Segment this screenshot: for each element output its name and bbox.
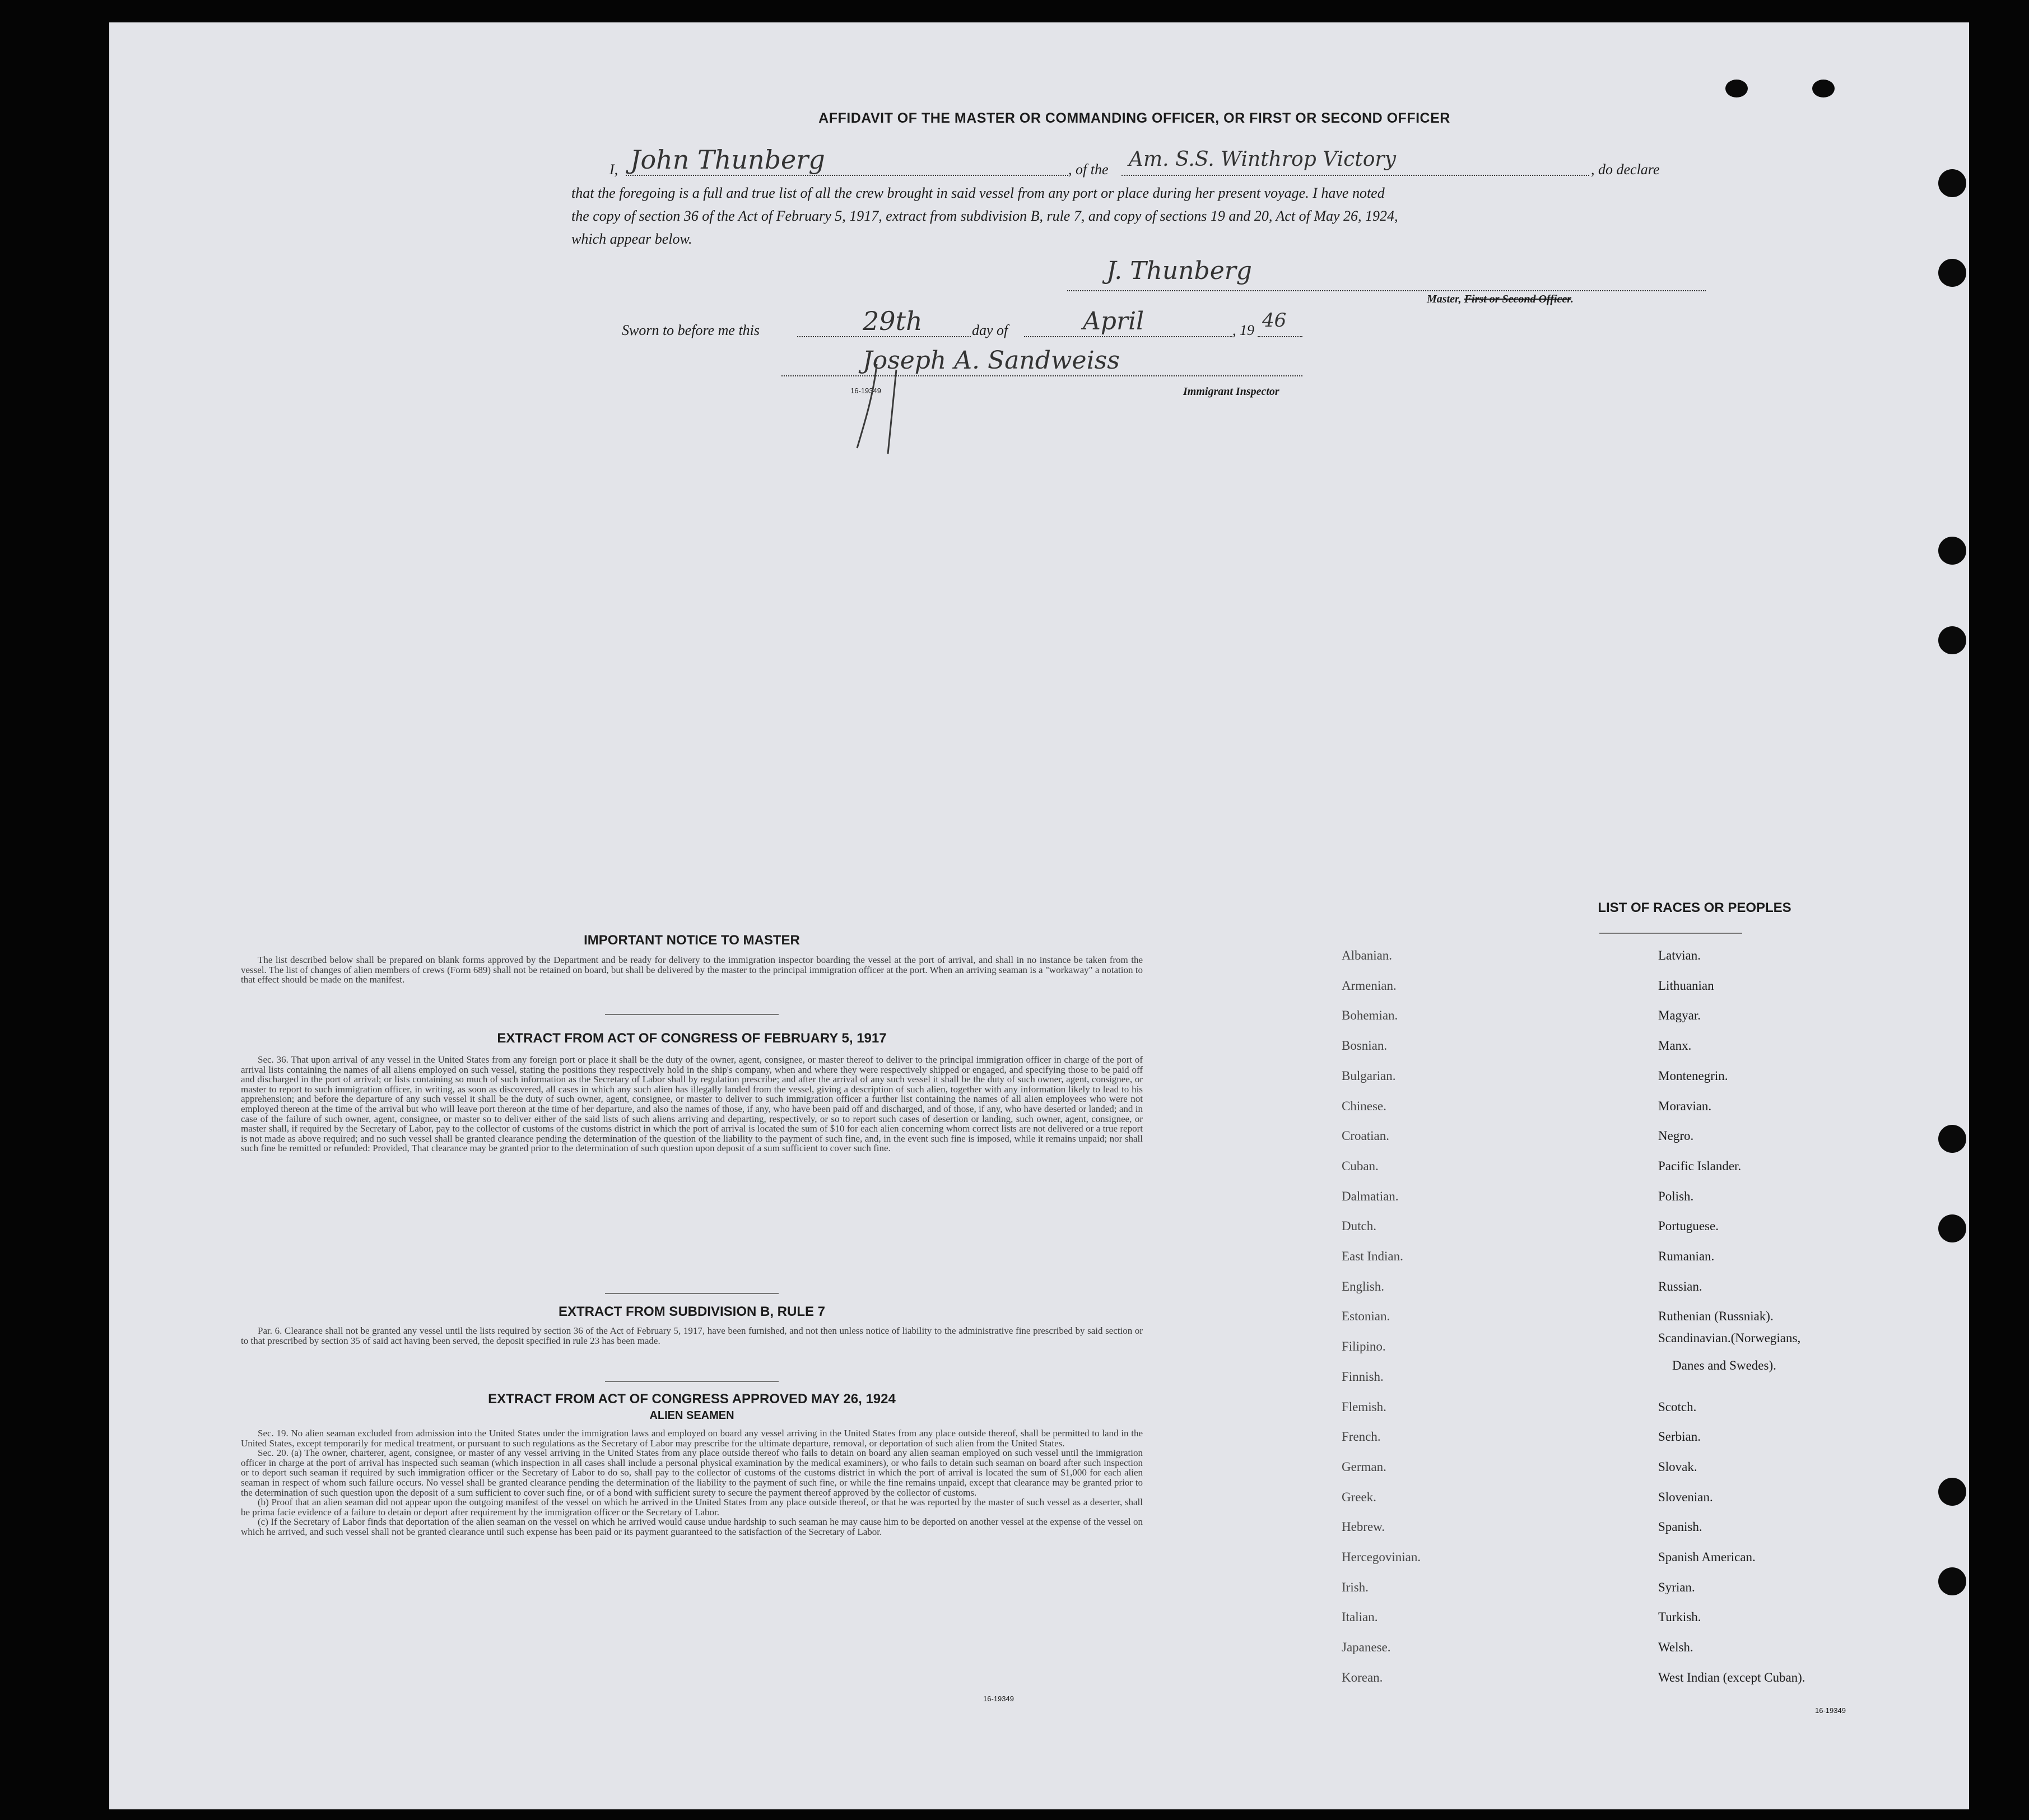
race-right-item: Spanish American.: [1658, 1550, 1756, 1564]
vessel-line: [1121, 175, 1589, 176]
race-right-item: Moravian.: [1658, 1098, 1712, 1113]
race-right-item: Scandinavian.(Norwegians,: [1658, 1331, 1801, 1346]
races-title: LIST OF RACES OR PEOPLES: [1598, 900, 1791, 915]
race-right-item: Negro.: [1658, 1129, 1694, 1143]
notice-title: IMPORTANT NOTICE TO MASTER: [584, 933, 800, 948]
master-label-text: Master,: [1427, 293, 1462, 305]
race-left-item: Korean.: [1342, 1670, 1383, 1684]
signature-flourish: [843, 359, 910, 459]
sec20b-text: (b) Proof that an alien seaman did not appear upon the outgoing manifest of the vessel on which he arrived in the United States from any place outside thereof, or that he was reported by the master of such vessel as a deserter, shall be prima facie evidence of a failure to detain or deport after requirement by the immigration officer or the Secretary of Labor.: [241, 1497, 1143, 1518]
race-left-item: Albanian.: [1342, 948, 1393, 962]
race-left-item: Cuban.: [1342, 1158, 1379, 1173]
year-prefix: , 19: [1232, 322, 1254, 338]
race-right-item: Lithuanian: [1658, 978, 1714, 993]
race-left-item: Filipino.: [1342, 1339, 1386, 1354]
extract2-text-block: [241, 1326, 1143, 1346]
race-right-item: Rumanian.: [1658, 1249, 1715, 1263]
race-right-item: Manx.: [1658, 1039, 1692, 1053]
punch-hole: [1938, 1214, 1966, 1242]
race-left-item: East Indian.: [1342, 1249, 1403, 1263]
master-label: [1427, 293, 1574, 306]
sec20a-text: Sec. 20. (a) The owner, charterer, agent, consignee, or master of any vessel arriving in the United States from any place outside thereof who fails to detain on board any alien seaman employed on such vessel until the immigration officer in charge at the port of arrival has inspected such seaman (which inspection in all cases shall include a personal physical examination by the medical examiners), or who fails to detain such seaman on board after such inspection or to deport such seaman if required by such immigration officer or the Secretary of Labor to do so, shall pay to the collector of customs of the customs district in which the port of arrival is located the sum of $1,000 for each alien seaman in respect of whom such failure occurs. No vessel shall be granted clearance pending the determination of the liability to the payment of such fine, or while the fine remains unpaid, except that clearance may be granted prior to the determination of such question upon the deposit of a sum sufficient to cover such fine, or of a bond with sufficient surety to secure the payment thereof approved by the collector of customs.: [241, 1447, 1143, 1498]
handwritten-vessel: Am. S.S. Winthrop Victory: [1129, 148, 1396, 171]
notice-divider: [605, 1014, 779, 1015]
inspector-label: Immigrant Inspector: [1183, 385, 1279, 398]
races-form-code: 16-19349: [1815, 1706, 1846, 1715]
year-line: [1258, 336, 1302, 337]
sec19-text: Sec. 19. No alien seaman excluded from admission into the United States under the immigration laws and employed on board any vessel arriving in the United States from any place outside thereof, shall be permitted to land in the United States, except temporarily for medical treatment, or pursuant to such regulations as the Secretary of Labor may prescribe for the ultimate departure, removal, or deportation of such alien from the United States.: [241, 1428, 1143, 1449]
affidavit-line-4: which appear below.: [571, 231, 692, 247]
handwritten-day: 29th: [863, 306, 923, 336]
punch-hole: [1938, 259, 1966, 287]
race-right-item: Montenegrin.: [1658, 1068, 1728, 1083]
race-left-item: Croatian.: [1342, 1129, 1389, 1143]
punch-hole: [1938, 537, 1966, 565]
affidavit-title: AFFIDAVIT OF THE MASTER OR COMMANDING OFFICER, OR FIRST OR SECOND OFFICER: [818, 110, 1450, 126]
affidavit-form-code: 16-19349: [850, 387, 881, 395]
race-right-item: Welsh.: [1658, 1640, 1693, 1655]
document-page: [109, 22, 1969, 1809]
race-right-item: Turkish.: [1658, 1610, 1701, 1624]
notice-text: The list described below shall be prepared on blank forms approved by the Department and be ready for delivery to the immigration inspector boarding the vessel at the port of arrival, and shall in no instance be taken from the vessel. The list of changes of alien members of crews (Form 689) shall not be retained on board, but shall be delivered by the master to the principal immigration officer at the port. When an arriving seaman is a "workaway" a notation to that effect should be made on the manifest.: [241, 955, 1143, 985]
extract3-title: EXTRACT FROM ACT OF CONGRESS APPROVED MAY 26, 1924: [488, 1391, 896, 1407]
races-divider: [1599, 933, 1742, 934]
race-left-item: Greek.: [1342, 1489, 1376, 1504]
punch-hole: [1938, 1478, 1966, 1506]
extract1-divider: [605, 1293, 779, 1294]
race-right-item: Ruthenian (Russniak).: [1658, 1309, 1774, 1324]
race-right-item: Russian.: [1658, 1279, 1702, 1293]
extract2-title: EXTRACT FROM SUBDIVISION B, RULE 7: [558, 1304, 826, 1319]
handwritten-year: 46: [1262, 309, 1287, 332]
race-left-item: Dalmatian.: [1342, 1189, 1399, 1203]
race-scandinavian-line-2: Danes and Swedes).: [1672, 1358, 1776, 1372]
race-left-item: French.: [1342, 1430, 1381, 1444]
race-right-item: Pacific Islander.: [1658, 1158, 1742, 1173]
extract3-subtitle: ALIEN SEAMEN: [649, 1409, 734, 1422]
extract3-text-block: [241, 1428, 1143, 1537]
race-left-item: Dutch.: [1342, 1219, 1376, 1233]
race-left-item: Japanese.: [1342, 1640, 1391, 1655]
race-right-item: West Indian (except Cuban).: [1658, 1670, 1805, 1684]
race-right-item: Latvian.: [1658, 948, 1701, 962]
race-left-item: Bosnian.: [1342, 1039, 1388, 1053]
punch-hole: [1725, 80, 1748, 97]
race-right-item: Syrian.: [1658, 1580, 1695, 1594]
punch-hole: [1938, 169, 1966, 197]
race-right-item: Portuguese.: [1658, 1219, 1719, 1233]
extract1-title: EXTRACT FROM ACT OF CONGRESS OF FEBRUARY 5, 1917: [497, 1031, 887, 1046]
race-left-item: Armenian.: [1342, 978, 1397, 993]
race-left-item: Bulgarian.: [1342, 1068, 1396, 1083]
handwritten-month: April: [1083, 307, 1144, 336]
handwritten-name: John Thunberg: [630, 145, 825, 175]
punch-hole: [1812, 80, 1835, 97]
race-left-item: Flemish.: [1342, 1399, 1386, 1414]
race-left-item: Finnish.: [1342, 1369, 1384, 1384]
extract1-text: Sec. 36. That upon arrival of any vessel in the United States from any foreign port or place it shall be the duty of the owner, agent, consignee, or master thereof to deliver to the principal immigration officer in charge of the port of arrival lists containing the names of all aliens employed on such vessel, stating the positions they respectively hold in the ship's company, when and where they were respectively shipped or engaged, and specifying those to be paid off and discharged in the port of arrival; or lists containing so much of such information as the Secretary of Labor shall by regulation prescribe; and after the arrival of any such vessel it shall be the duty of such owner, agent, consignee, or master to report to such immigration officer, in writing, as soon as discovered, all cases in which any such alien has illegally landed from the vessel, giving a description of such alien, together with any information likely to lead to his apprehension; and before the departure of any such vessel it shall be the duty of such owner, agent, consignee, or master to deliver to such immigration officer a further list containing the names of all alien employees who were not employed thereon at the time of the arrival but who will leave port thereon at the time of her departure, and also the names of those, if any, who have been paid off and discharged, and of those, if any, who have deserted or landed; and in case of the failure of such owner, agent, consignee, or master so to deliver either of the said lists of such aliens arriving and departing, respectively, or so to report such cases of desertion or landing, such owner, agent, consignee, or master shall, if required by the Secretary of Labor, pay to the collector of customs of the customs district in which the port of arrival is located the sum of $10 for each alien concerning whom correct lists are not delivered or a true report is not made as above required; and no such vessel shall be granted clearance pending the determination of the question of the liability to the payment of such fine, and, in the event such fine is imposed, while it remains unpaid; nor shall such fine be remitted or refunded: Provided, That clearance may be granted prior to the determination of such question upon deposit of a sum sufficient to cover such fine.: [241, 1054, 1143, 1154]
punch-hole: [1938, 626, 1966, 654]
affidavit-i-prefix: I,: [609, 161, 618, 178]
sworn-label: Sworn to before me this: [622, 322, 760, 338]
struck-officer-label: First or Second Officer: [1464, 293, 1571, 305]
handwritten-master-signature: J. Thunberg: [1106, 257, 1252, 285]
name-line: [626, 175, 1068, 176]
affidavit-of-the: , of the: [1068, 161, 1109, 178]
race-right-item: Slovak.: [1658, 1459, 1697, 1474]
extract1-text-block: [241, 1055, 1143, 1153]
signature-line: [1067, 290, 1706, 291]
race-left-item: Estonian.: [1342, 1309, 1390, 1324]
race-left-item: Chinese.: [1342, 1098, 1386, 1113]
month-line: [1024, 336, 1232, 337]
punch-hole: [1938, 1125, 1966, 1153]
race-left-item: Hercegovinian.: [1342, 1550, 1421, 1564]
extract2-text: Par. 6. Clearance shall not be granted any vessel until the lists required by section 36 of the Act of February 5, 1917, have been furnished, and not then unless notice of liability to the administrative fine prescribed by said section or to that prescribed by section 35 of said act having been served, the deposit specified in rule 23 has been made.: [241, 1325, 1143, 1346]
race-right-item: Serbian.: [1658, 1430, 1701, 1444]
race-left-item: English.: [1342, 1279, 1385, 1293]
notice-form-code: 16-19349: [983, 1695, 1014, 1703]
handwritten-inspector-signature: Joseph A. Sandweiss: [863, 346, 1120, 375]
race-left-item: Bohemian.: [1342, 1008, 1398, 1023]
sec20c-text: (c) If the Secretary of Labor finds that deportation of the alien seaman on the vessel on which he arrived would cause undue hardship to such seaman he may cause him to be deported on another vessel at the expense of the vessel on which he arrived, and such vessel shall not be granted clearance until such expense has been paid or its payment guaranteed to the satisfaction of the Secretary of Labor.: [241, 1516, 1143, 1537]
race-left-item: German.: [1342, 1459, 1386, 1474]
race-right-item: Polish.: [1658, 1189, 1694, 1203]
punch-hole: [1938, 1567, 1966, 1595]
race-left-item: Italian.: [1342, 1610, 1378, 1624]
notice-text-block: [241, 955, 1143, 985]
race-right-item: Scotch.: [1658, 1399, 1697, 1414]
race-left-item: Hebrew.: [1342, 1520, 1385, 1534]
race-right-item: Magyar.: [1658, 1008, 1701, 1023]
day-line: [797, 336, 971, 337]
affidavit-line-2: that the foregoing is a full and true list of all the crew brought in said vessel from any port or place during her present voyage. I have noted: [571, 185, 1385, 201]
day-of-label: day of: [972, 322, 1008, 338]
affidavit-do-declare: , do declare: [1591, 161, 1660, 178]
master-label-period: .: [1570, 293, 1574, 305]
extract2-divider: [605, 1381, 779, 1382]
race-left-item: Irish.: [1342, 1580, 1369, 1594]
race-right-item: Spanish.: [1658, 1520, 1702, 1534]
race-right-item: Slovenian.: [1658, 1489, 1713, 1504]
affidavit-line-3: the copy of section 36 of the Act of February 5, 1917, extract from subdivision B, rule 7, and copy of sections 19 and 20, Act of May 26, 1924,: [571, 208, 1398, 224]
